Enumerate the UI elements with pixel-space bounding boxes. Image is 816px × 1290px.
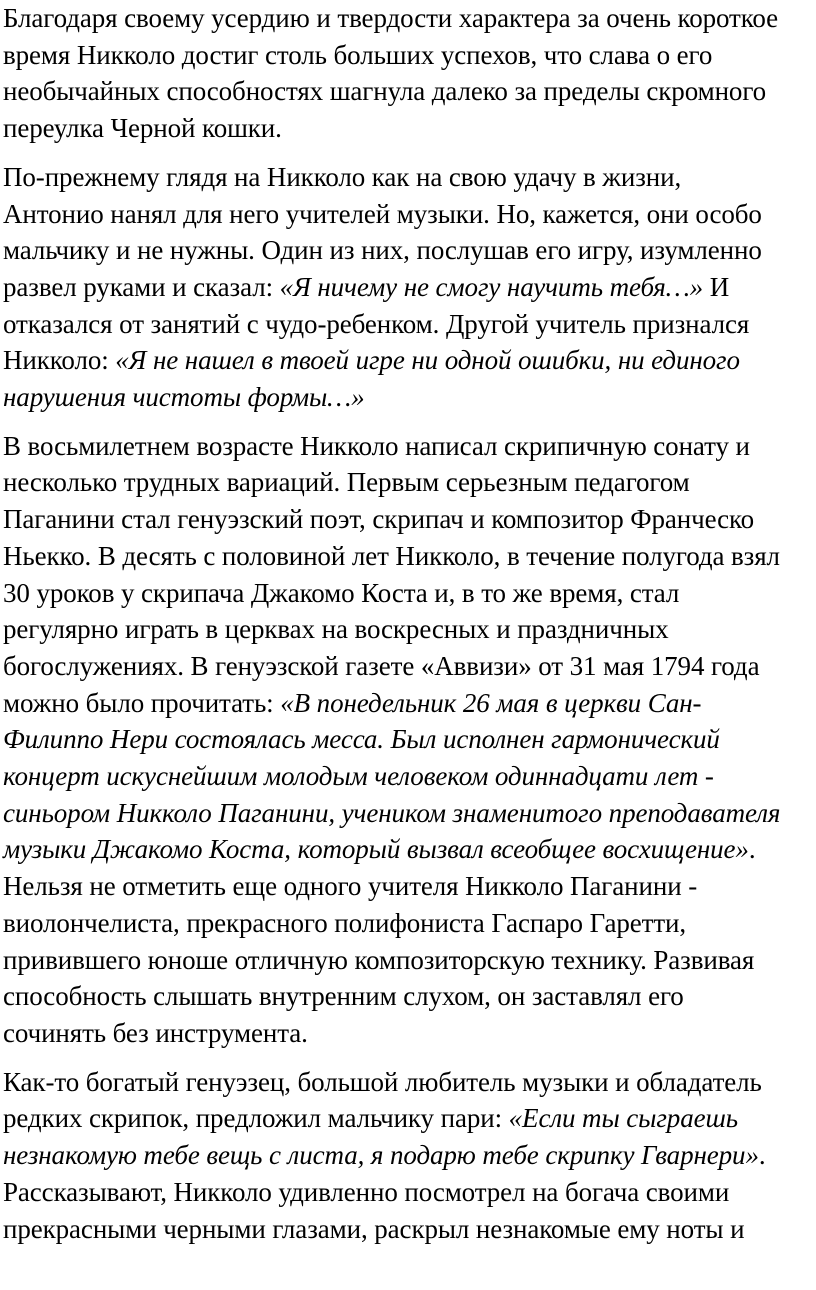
text-line bbox=[3, 758, 815, 795]
italic-quote-segment: незнакомую тебе вещь с листа, я подарю тебе скрипку Гварнери» bbox=[3, 1140, 759, 1171]
text-segment: И bbox=[703, 271, 730, 302]
text-line bbox=[3, 538, 815, 575]
text-segment: Ньекко. В десять с половиной лет Никколо, в течение полугода взял bbox=[3, 540, 780, 571]
text-line bbox=[3, 1064, 815, 1101]
text-line bbox=[3, 1174, 815, 1211]
paragraph-4 bbox=[3, 1064, 815, 1248]
text-line bbox=[3, 342, 815, 379]
text-line bbox=[3, 1137, 815, 1174]
text-segment: Паганини стал генуэзский поэт, скрипач и композитор Франческо bbox=[3, 504, 755, 535]
text-line bbox=[3, 0, 815, 37]
text-segment: можно было прочитать: bbox=[3, 687, 281, 718]
text-line bbox=[3, 978, 815, 1015]
text-line bbox=[3, 379, 815, 416]
text-line bbox=[3, 648, 815, 685]
text-line bbox=[3, 232, 815, 269]
text-line bbox=[3, 1015, 815, 1052]
text-segment: редких скрипок, предложил мальчику пари: bbox=[3, 1103, 509, 1134]
text-segment: В восьмилетнем возрасте Никколо написал скрипичную сонату и bbox=[3, 430, 750, 461]
text-line bbox=[3, 110, 815, 147]
italic-quote-segment: «Если ты сыграешь bbox=[508, 1103, 738, 1134]
text-segment: отказался от занятий с чудо-ребенком. Другой учитель признался bbox=[3, 308, 750, 339]
italic-quote-segment: «В понедельник 26 мая в церкви Сан- bbox=[280, 687, 702, 718]
text-line bbox=[3, 73, 815, 110]
paragraph-1 bbox=[3, 0, 815, 147]
text-segment: По-прежнему глядя на Никколо как на свою удачу в жизни, bbox=[3, 161, 682, 192]
italic-quote-segment: Филиппо Нери состоялась месса. Был исполнен гармонический bbox=[3, 724, 720, 755]
text-segment: Нельзя не отметить еще одного учителя Никколо Паганини - bbox=[3, 871, 698, 902]
text-segment: Антонио нанял для него учителей музыки. Но, кажется, они особо bbox=[3, 198, 762, 229]
text-segment: виолончелиста, прекрасного полифониста Гаспаро Гаретти, bbox=[3, 907, 687, 938]
text-segment: прекрасными черными глазами, раскрыл незнакомые ему ноты и bbox=[3, 1213, 745, 1244]
italic-quote-segment: «Я не нашел в твоей игре ни одной ошибки, ни единого bbox=[115, 345, 740, 376]
text-line bbox=[3, 1100, 815, 1137]
italic-quote-segment: нарушения чистоты формы…» bbox=[3, 382, 365, 413]
text-line bbox=[3, 37, 815, 74]
text-line bbox=[3, 196, 815, 233]
text-line bbox=[3, 269, 815, 306]
text-segment: 30 уроков у скрипача Джакомо Коста и, в то же время, стал bbox=[3, 577, 680, 608]
text-line bbox=[3, 942, 815, 979]
text-line bbox=[3, 611, 815, 648]
paragraph-2 bbox=[3, 159, 815, 416]
italic-quote-segment: синьором Никколо Паганини, учеником знаменитого преподавателя bbox=[3, 797, 781, 828]
text-segment: способность слышать внутренним слухом, он заставлял его bbox=[3, 981, 684, 1012]
text-line bbox=[3, 306, 815, 343]
text-segment: привившего юноше отличную композиторскую технику. Развивая bbox=[3, 944, 755, 975]
text-segment: сочинять без инструмента. bbox=[3, 1017, 308, 1048]
text-line bbox=[3, 831, 815, 868]
text-line bbox=[3, 905, 815, 942]
text-line bbox=[3, 501, 815, 538]
italic-quote-segment: концерт искуснейшим молодым человеком одиннадцати лет - bbox=[3, 761, 714, 792]
text-segment: . bbox=[758, 1140, 766, 1171]
text-line bbox=[3, 159, 815, 196]
text-line bbox=[3, 868, 815, 905]
text-segment: развел руками и сказал: bbox=[3, 271, 280, 302]
paragraph-3 bbox=[3, 428, 815, 1052]
text-segment: Никколо: bbox=[3, 345, 116, 376]
italic-quote-segment: «Я ничему не смогу научить тебя…» bbox=[279, 271, 704, 302]
text-segment: Благодаря своему усердию и твердости характера за очень короткое bbox=[3, 3, 778, 33]
text-line bbox=[3, 575, 815, 612]
text-segment: необычайных способностях шагнула далеко за пределы скромного bbox=[3, 76, 767, 107]
text-line bbox=[3, 795, 815, 832]
text-segment: мальчику и не нужны. Один из них, послушав его игру, изумленно bbox=[3, 235, 762, 266]
text-line bbox=[3, 464, 815, 501]
text-line bbox=[3, 1211, 815, 1248]
document-page bbox=[3, 0, 815, 1259]
text-segment: богослужениях. В генуэзской газете «Аввизи» от 31 мая 1794 года bbox=[3, 650, 760, 681]
italic-quote-segment: музыки Джакомо Коста, который вызвал всеобщее восхищение» bbox=[3, 834, 749, 865]
text-segment: время Никколо достиг столь больших успехов, что слава о его bbox=[3, 39, 713, 70]
text-line bbox=[3, 685, 815, 722]
text-segment: переулка Черной кошки. bbox=[3, 113, 282, 144]
text-line bbox=[3, 428, 815, 465]
text-segment: Как-то богатый генуэзец, большой любитель музыки и обладатель bbox=[3, 1066, 762, 1097]
text-segment: регулярно играть в церквах на воскресных и праздничных bbox=[3, 614, 669, 645]
text-segment: . bbox=[748, 834, 756, 865]
text-segment: несколько трудных вариаций. Первым серьезным педагогом bbox=[3, 467, 690, 498]
text-segment: Рассказывают, Никколо удивленно посмотрел на богача своими bbox=[3, 1176, 730, 1207]
text-line bbox=[3, 721, 815, 758]
